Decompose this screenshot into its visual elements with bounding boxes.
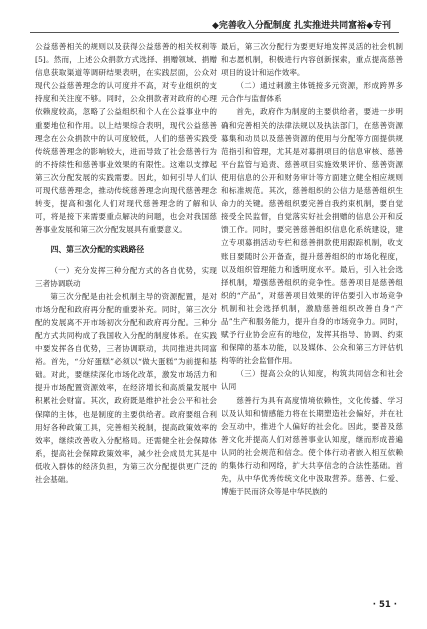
left-column [35, 40, 217, 486]
body-paragraph: 公益慈善相关的规则以及获得公益慈善的相关权利等[5]。然而，上述公众捐款方式选择、捐赠领域、捐赠信息获取渠道等调研结果表明，在实践层面，公众对现代公益慈善理念的认可度并不高，对专业组织的支持度和关注度不够。同时，公众捐款者对政府的心理依赖度较高，忽略了公益组织和个人在公益事业中的重要地位和作用。以上结果综合表明，现代公益慈善理念在公众捐款中的认可度较低，人们的慈善实践受传统慈善理念的影响较大，进而导致了社会慈善行为的不持续性和慈善事业效果的有限性。这难以支撑起第三次分配发展的实践需要。因此，如何引导人们认可现代慈善理念，推动传统慈善理念向现代慈善理念转变，提高和强化人们对现代慈善理念的了解和认可，将是接下来需要重点解决的问题，也会对我国慈善事业发展和第三次分配发展具有重要意义。 [35, 42, 217, 235]
subsection-heading: （一）充分发挥三种分配方式的各自优势，实现三者协调联动 [35, 265, 217, 288]
subsection-heading: （三）提高公众的认知度，构筑共同信念和社会认同 [221, 369, 403, 392]
body-paragraph: 首先，政府作为制度的主要供给者，要进一步明确和完善相关的法律法规以及执法部门，在慈善资源募集和动员以及慈善资源的使用与分配等方面提供规范指引和管理，尤其是对募捐项目的信息审核、慈善平台监管与追责、慈善项目实施效果评价、慈善资源使用信息的公开和财务审计等方面建立健全相应规则和标准规范。其次，慈善组织的公信力是慈善组织生命力的关键。慈善组织要完善自我约束机制，要自觉接受全民监督，自觉落实好社会捐赠的信息公开和反馈工作。同时，要完善慈善组织信息化系统建设，建立专项募捐活动专栏和慈善捐款使用跟踪机制，收支账目要随时公开备查，提升慈善组织的市场化程度，以及组织管理能力和透明度水平。最后，引入社会选择机制，增强慈善组织的竞争性。慈善项目是慈善组织的“产品”，对慈善项目效果的评估要引入市场竞争机制和社会选择机制，激励慈善组织改善自身“产品”生产和服务能力，提升自身的市场竞争力。同时，赋予行业协会应有的地位，发挥其指导、协调、约束和保障的基本功能，以及媒体、公众和第三方评估机构等的社会监督作用。 [221, 107, 403, 366]
running-header: ◆完善收入分配制度 扎实推进共同富裕◆专刊 [212, 21, 391, 31]
body-paragraph: 最后，第三次分配行为要更好地发挥灵活的社会机制和志愿机制，积极进行内容创新探索，重点提高慈善项目的设计和运作效率。 [221, 42, 403, 78]
page-number: · 51 · [372, 600, 397, 610]
right-column [221, 40, 403, 498]
body-paragraph: 慈善行为具有高度情境依赖性，文化传播、学习以及认知和情感能力将在长期塑造社会偏好，并在社会互动中，推进个人偏好的社会化。因此，要普及慈善文化并提高人们对慈善事业认知度，继而形成普遍认同的社会规范和信念。使个体行动者嵌入相互依赖的集体行动和网络，扩大共享信念的合法性基础。首先，从中华优秀传统文化中汲取营养。慈善、仁爱、博施于民而济众等是中华民族的 [221, 395, 403, 497]
header-divider [30, 32, 399, 33]
section-heading: 四、第三次分配的实践路径 [50, 245, 145, 255]
body-paragraph: 第三次分配是由社会机制主导的资源配置，是对市场分配和政府再分配的重要补充。同时，第三次分配的发展离不开市场初次分配和政府再分配。三种分配方式共同构成了我国收入分配的制度体系。在实践中要发挥各自优势，三者协调联动，共同推进共同富裕。首先，“分好蛋糕”必须以“做大蛋糕”为前提和基础。对此，要继续深化市场化改革，激发市场活力和提升市场配置资源效率，在经济增长和高质量发展中积累社会财富。其次，政府既是维护社会公平和社会保障的主体，也是制度的主要供给者。政府要组合利用好各种政策工具，完善相关税制，提高政策效率的效率，继续改善收入分配格局。还需健全社会保障体系，提高社会保障政策效率，减少社会成员尤其是中低收入群体的经济负担，为第三次分配提供更广泛的社会基础。 [35, 291, 217, 484]
subsection-heading: （二）通过刺激主体链接多元资源，形成跨界多元合作与监督体系 [221, 81, 403, 104]
